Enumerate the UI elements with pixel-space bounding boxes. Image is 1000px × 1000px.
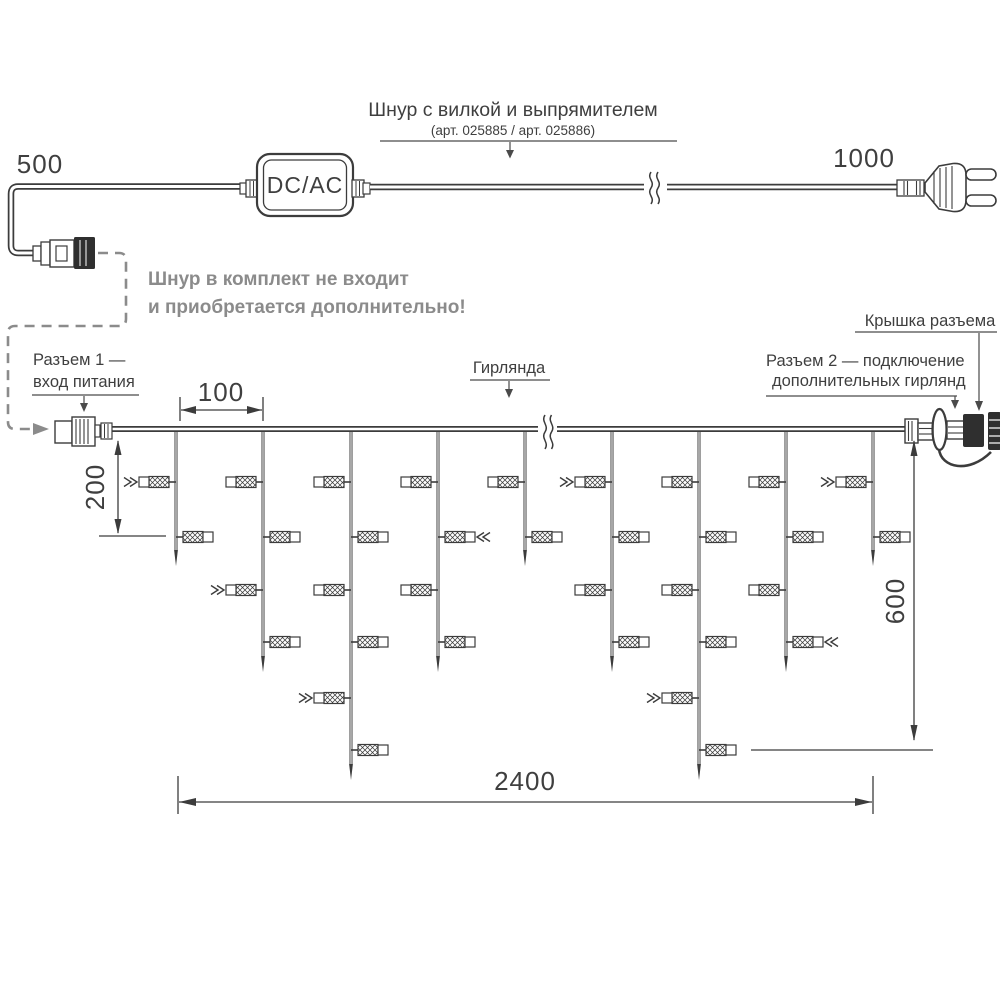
bulb-body <box>759 477 779 488</box>
bulb-body <box>270 637 290 648</box>
bulb-cap <box>726 637 736 647</box>
bulb-cap <box>378 532 388 542</box>
connector1-label <box>32 351 139 412</box>
svg-text:600: 600 <box>880 577 910 625</box>
led-bulb <box>351 637 388 648</box>
bulb-body <box>358 532 378 543</box>
bulb-cap <box>749 477 759 487</box>
bulb-cap <box>314 585 324 595</box>
cap-leash <box>939 449 991 466</box>
bulb-cap <box>378 745 388 755</box>
bulb-body <box>324 693 344 704</box>
bulb-body <box>498 477 518 488</box>
cord-break-symbol <box>644 170 667 204</box>
bulb-body <box>149 477 169 488</box>
bulb-body <box>706 745 726 756</box>
drop-tip <box>784 656 788 672</box>
flash-arrow-icon <box>825 638 838 647</box>
led-bulb <box>299 693 351 704</box>
cord-title: Шнур с вилкой и выпрямителем <box>368 99 658 121</box>
cord-end-connector <box>33 237 95 269</box>
bulb-cap <box>726 745 736 755</box>
led-bulb <box>662 477 699 488</box>
led-bulb <box>211 585 263 596</box>
bulb-cap <box>314 693 324 703</box>
flash-arrow-icon <box>821 478 834 487</box>
led-bulb <box>314 477 351 488</box>
plug-pin <box>966 169 996 180</box>
led-bulb <box>438 637 475 648</box>
led-bulb <box>699 532 736 543</box>
icicle-drop <box>211 431 300 672</box>
bulb-body <box>324 585 344 596</box>
bulb-cap <box>465 637 475 647</box>
bulb-body <box>672 585 692 596</box>
connector-cap <box>988 412 1000 450</box>
led-bulb <box>351 745 388 756</box>
bulb-body <box>706 637 726 648</box>
bulb-cap <box>813 532 823 542</box>
garland-break-symbol <box>538 413 557 449</box>
svg-text:Крышка разъема: Крышка разъема <box>864 312 996 330</box>
led-bulb <box>786 532 823 543</box>
bulb-body <box>411 477 431 488</box>
led-bulb <box>560 477 612 488</box>
bulb-body <box>619 532 639 543</box>
dimension-2400 <box>178 766 873 814</box>
bulb-cap <box>401 585 411 595</box>
bulb-body <box>270 532 290 543</box>
dcac-label: DC/AC <box>266 172 344 198</box>
icicle-drop <box>647 431 736 780</box>
bulb-cap <box>290 532 300 542</box>
bulb-cap <box>726 532 736 542</box>
bulb-cap <box>662 477 672 487</box>
bulb-body <box>324 477 344 488</box>
drop-tip <box>697 764 701 780</box>
bulb-cap <box>900 532 910 542</box>
bulb-body <box>846 477 866 488</box>
led-bulb <box>821 477 873 488</box>
bulb-cap <box>488 477 498 487</box>
drop-tip <box>261 656 265 672</box>
svg-text:200: 200 <box>80 463 110 511</box>
bulb-body <box>793 637 813 648</box>
led-bulb <box>647 693 699 704</box>
drops-layer <box>124 431 910 780</box>
svg-text:2400: 2400 <box>494 766 556 796</box>
icicle-drop <box>124 431 213 566</box>
led-bulb <box>662 585 699 596</box>
bulb-body <box>183 532 203 543</box>
garland-label <box>470 359 550 398</box>
connector1 <box>55 417 112 446</box>
bulb-body <box>672 693 692 704</box>
garland-diagram <box>32 312 1000 814</box>
led-bulb <box>873 532 910 543</box>
bulb-body <box>236 477 256 488</box>
not-included-hint <box>8 253 466 435</box>
drop-tip <box>436 656 440 672</box>
flash-arrow-icon <box>211 586 224 595</box>
led-bulb <box>176 532 213 543</box>
icicle-drop <box>749 431 838 672</box>
connector2-with-cap <box>905 409 1000 466</box>
bulb-cap <box>552 532 562 542</box>
svg-text:Разъем 2 — подключение: Разъем 2 — подключение <box>766 352 965 370</box>
cord-title-leader <box>380 141 677 159</box>
icicle-drop <box>401 431 490 672</box>
flash-arrow-icon <box>560 478 573 487</box>
svg-text:Разъем 1 —: Разъем 1 — <box>33 351 126 369</box>
svg-text:Гирлянда: Гирлянда <box>472 359 546 377</box>
led-bulb <box>749 585 786 596</box>
bulb-cap <box>401 477 411 487</box>
led-bulb <box>351 532 388 543</box>
bulb-body <box>585 585 605 596</box>
bulb-cap <box>575 585 585 595</box>
connector2-body <box>963 414 984 447</box>
bulb-body <box>358 637 378 648</box>
black-cap <box>74 237 95 269</box>
bulb-body <box>619 637 639 648</box>
power-cord-diagram <box>11 99 996 269</box>
icicle-drop <box>821 431 910 566</box>
bulb-cap <box>662 585 672 595</box>
flash-arrow-icon <box>299 694 312 703</box>
bulb-cap <box>226 477 236 487</box>
bulb-body <box>445 532 465 543</box>
bulb-body <box>672 477 692 488</box>
bulb-cap <box>226 585 236 595</box>
dimension-100 <box>180 377 263 421</box>
svg-text:100: 100 <box>197 377 245 407</box>
led-bulb <box>488 477 525 488</box>
led-bulb <box>124 477 176 488</box>
bulb-cap <box>639 637 649 647</box>
led-bulb <box>314 585 351 596</box>
bulb-cap <box>139 477 149 487</box>
led-bulb <box>786 637 838 648</box>
drop-tip <box>523 550 527 566</box>
bulb-body <box>532 532 552 543</box>
plug-pin <box>966 195 996 206</box>
dashed-connector-path <box>8 253 126 429</box>
led-bulb <box>612 532 649 543</box>
drop-tip <box>871 550 875 566</box>
bulb-body <box>411 585 431 596</box>
bulb-body <box>759 585 779 596</box>
euro-plug <box>897 163 996 211</box>
flash-arrow-icon <box>124 478 137 487</box>
bulb-body <box>445 637 465 648</box>
bulb-cap <box>203 532 213 542</box>
drop-tip <box>174 550 178 566</box>
led-bulb <box>401 477 438 488</box>
svg-text:вход питания: вход питания <box>33 373 135 391</box>
bulb-cap <box>465 532 475 542</box>
flash-arrow-icon <box>647 694 660 703</box>
bulb-body <box>585 477 605 488</box>
icicle-drop <box>560 431 649 672</box>
bulb-cap <box>378 637 388 647</box>
led-bulb <box>263 637 300 648</box>
bulb-cap <box>836 477 846 487</box>
connector2-label <box>766 352 966 409</box>
led-bulb <box>699 745 736 756</box>
bulb-body <box>706 532 726 543</box>
icicle-drop <box>488 431 562 566</box>
dim-1000-label: 1000 <box>833 143 895 173</box>
bulb-cap <box>314 477 324 487</box>
flash-arrow-icon <box>477 533 490 542</box>
dcac-converter <box>240 154 370 216</box>
cord-subtitle: (арт. 025885 / арт. 025886) <box>430 123 596 138</box>
bulb-cap <box>639 532 649 542</box>
drop-tip <box>349 764 353 780</box>
bulb-cap <box>290 637 300 647</box>
bulb-body <box>358 745 378 756</box>
drop-tip <box>610 656 614 672</box>
led-bulb <box>226 477 263 488</box>
dashed-arrowhead <box>33 423 49 435</box>
led-bulb <box>525 532 562 543</box>
led-bulb <box>575 585 612 596</box>
bulb-body <box>880 532 900 543</box>
note-line1: Шнур в комплект не входит <box>148 269 409 290</box>
svg-text:дополнительных гирлянд: дополнительных гирлянд <box>772 372 966 390</box>
note-line2: и приобретается дополнительно! <box>148 297 466 318</box>
led-bulb <box>401 585 438 596</box>
bulb-cap <box>813 637 823 647</box>
bulb-body <box>793 532 813 543</box>
led-bulb <box>612 637 649 648</box>
loop-ring <box>933 409 947 450</box>
led-bulb <box>263 532 300 543</box>
bulb-cap <box>749 585 759 595</box>
led-bulb <box>749 477 786 488</box>
icicle-drop <box>299 431 388 780</box>
led-bulb <box>699 637 736 648</box>
bulb-body <box>236 585 256 596</box>
led-bulb <box>438 532 490 543</box>
bulb-cap <box>575 477 585 487</box>
bulb-cap <box>662 693 672 703</box>
dim-500-label: 500 <box>16 149 64 179</box>
